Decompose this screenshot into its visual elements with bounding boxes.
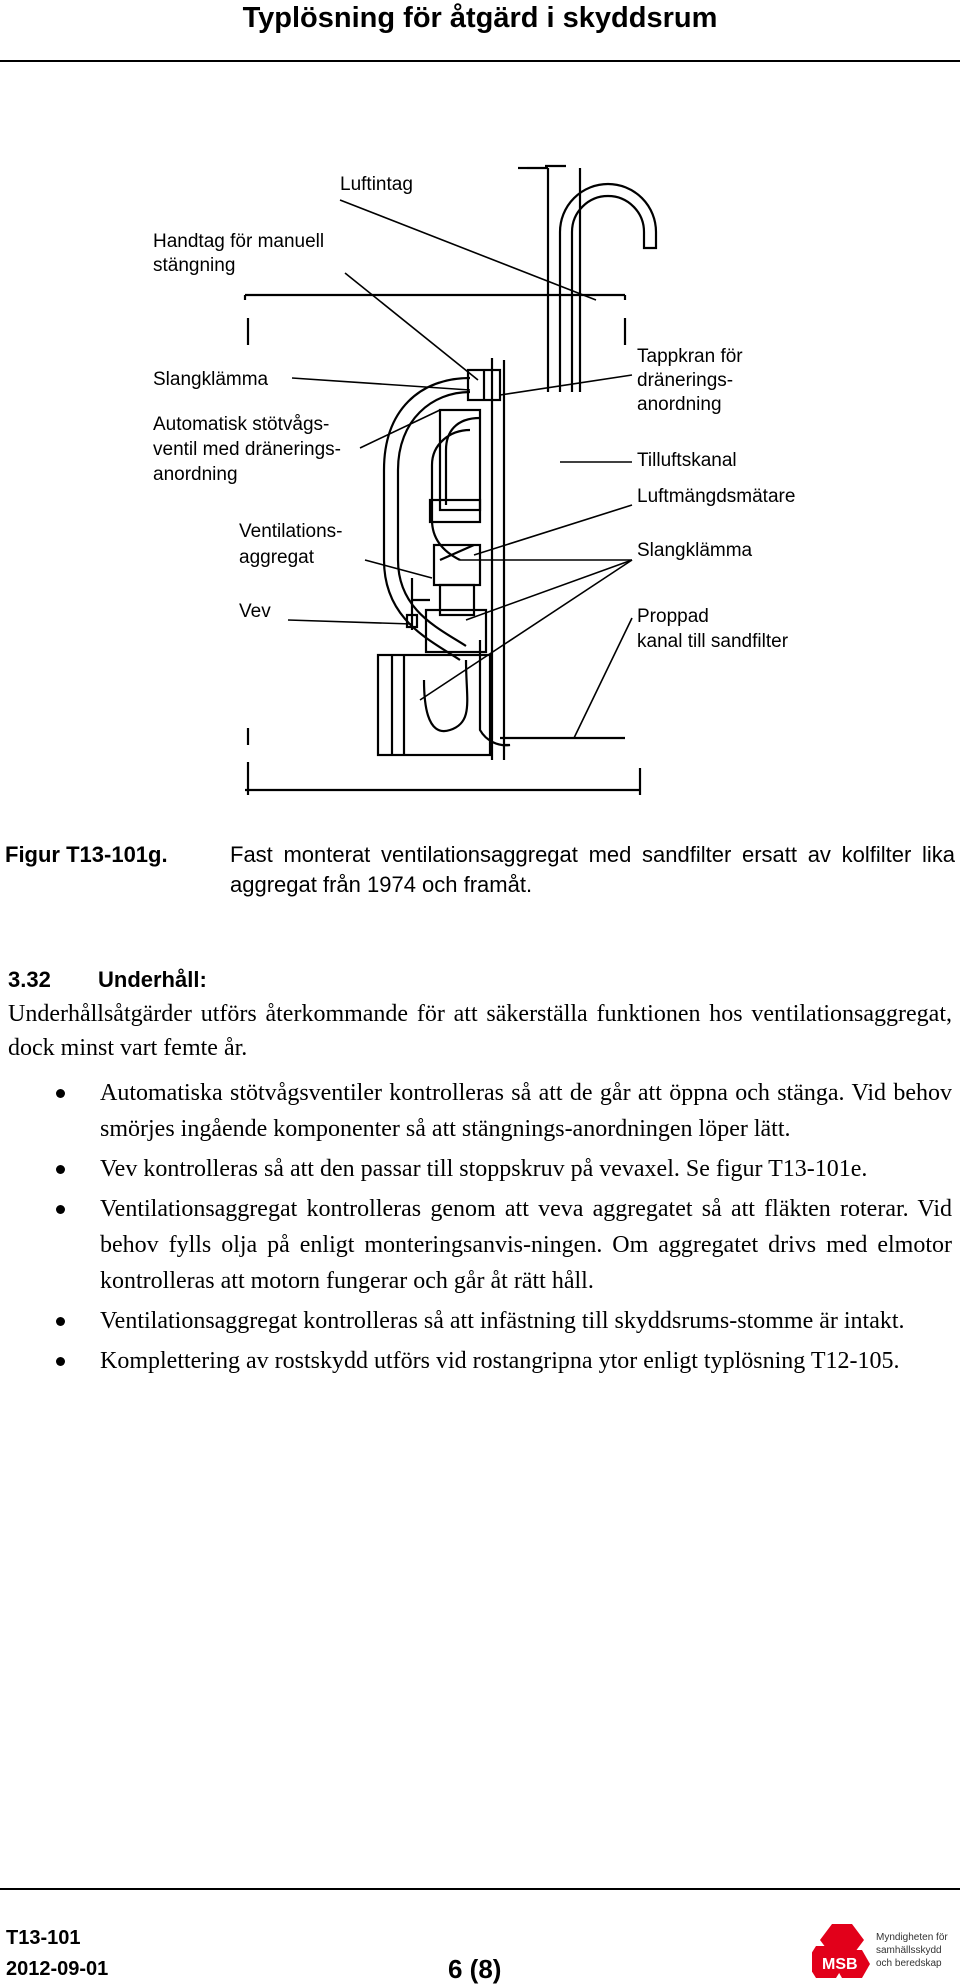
flow-meter: [434, 545, 480, 585]
list-item-text: Vev kontrolleras så att den passar till stoppskruv på vevaxel. Se figur T13-101e.: [100, 1156, 868, 1182]
logo-org-line: och beredskap: [876, 1958, 942, 1969]
bullet-icon: [56, 1205, 65, 1214]
inner-hose: [432, 430, 470, 560]
label-ventil: Automatisk stötvågs-: [153, 414, 330, 435]
page-number: 6 (8): [448, 1954, 502, 1984]
sand-filter-box: [378, 655, 490, 755]
list-item-text: Ventilationsaggregat kontrolleras genom att veva aggregatet så att fläkten roterar. Vid behov fylls olja på enligt monteringsanvis-ningen. Om aggregatet drivs med elmotor kontrolleras att motorn fungerar och går åt rätt håll.: [100, 1196, 952, 1294]
label-luftintag: Luftintag: [340, 174, 413, 195]
label-ventil: anordning: [153, 464, 238, 485]
leader-proppad: [574, 618, 632, 738]
label-tilluftskanal: Tilluftskanal: [637, 450, 737, 471]
leader-slangklamma-right: [420, 560, 632, 700]
caption-text: Fast monterat ventilationsaggregat med sandfilter ersatt av kolfilter lika aggregat från 1974 och framåt.: [230, 842, 955, 897]
label-tappkran: anordning: [637, 394, 722, 415]
label-vev: Vev: [239, 601, 271, 622]
bullet-icon: [56, 1317, 65, 1326]
leader-tappkran: [500, 375, 632, 395]
leader-vev: [288, 620, 412, 624]
logo-text: MSB: [822, 1956, 858, 1973]
msb-logo-icon: [812, 1920, 958, 1982]
label-luftmangdsmatare: Luftmängdsmätare: [637, 486, 796, 507]
document-id: T13-101: [6, 1927, 81, 1949]
bullet-icon: [56, 1089, 65, 1098]
page-header: [0, 0, 960, 64]
list-item: [8, 1151, 952, 1187]
label-handtag: Handtag för manuell: [153, 231, 325, 252]
label-tappkran: Tappkran för: [637, 346, 743, 367]
footer-divider: [0, 1888, 960, 1890]
label-ventil: ventil med dränerings-: [153, 439, 341, 460]
section-intro: Underhållsåtgärder utförs återkommande för att säkerställa funktionen hos ventilationsaggregat, dock minst vart femte år.: [8, 1001, 952, 1061]
logo-org-line: Myndigheten för: [876, 1932, 948, 1943]
bullet-icon: [56, 1165, 65, 1174]
label-proppad: Proppad: [637, 606, 709, 627]
label-slangklamma-left: Slangklämma: [153, 369, 269, 390]
leader-slangklamma: [292, 378, 470, 390]
label-tappkran: dränerings-: [637, 370, 734, 391]
list-item-text: Komplettering av rostskydd utförs vid rostangripna ytor enligt typlösning T12-105.: [100, 1348, 900, 1374]
page-title: Typlösning för åtgärd i skyddsrum: [242, 2, 718, 34]
label-aggregat: Ventilations-: [239, 521, 343, 542]
leader-luftmangdsmatare: [474, 505, 632, 555]
page-footer: [0, 1880, 960, 1985]
caption-label: Figur T13-101g.: [5, 842, 168, 867]
label-handtag: stängning: [153, 255, 236, 276]
list-item: [8, 1075, 952, 1147]
maintenance-section: [8, 965, 952, 1383]
ventilation-diagram: [0, 140, 960, 820]
list-item-text: Automatiska stötvågsventiler kontrolleras så att de går att öppna och stänga. Vid behov smörjes ingående komponenter så att stängnings-anordningen löper lätt.: [100, 1080, 952, 1142]
logo-org-line: samhällsskydd: [876, 1945, 942, 1956]
document-date: 2012-09-01: [6, 1958, 109, 1980]
leader-ventil: [360, 410, 440, 448]
leader-luftintag: [340, 200, 596, 300]
section-heading: [8, 965, 952, 997]
list-item: [8, 1303, 952, 1339]
header-divider: [0, 60, 960, 62]
list-item: [8, 1343, 952, 1379]
section-title: Underhåll:: [98, 967, 207, 992]
bullet-icon: [56, 1357, 65, 1366]
section-number: 3.32: [8, 967, 51, 992]
list-item: [8, 1191, 952, 1299]
label-aggregat: aggregat: [239, 547, 315, 568]
intake-hose: [398, 392, 470, 646]
return-hose: [424, 660, 467, 731]
label-proppad: kanal till sandfilter: [637, 631, 789, 652]
list-item-text: Ventilationsaggregat kontrolleras så att infästning till skyddsrums-stomme är intakt.: [100, 1308, 905, 1334]
leader-handtag: [345, 273, 478, 380]
label-slangklamma-right: Slangklämma: [637, 540, 753, 561]
maintenance-list: [8, 1075, 952, 1379]
